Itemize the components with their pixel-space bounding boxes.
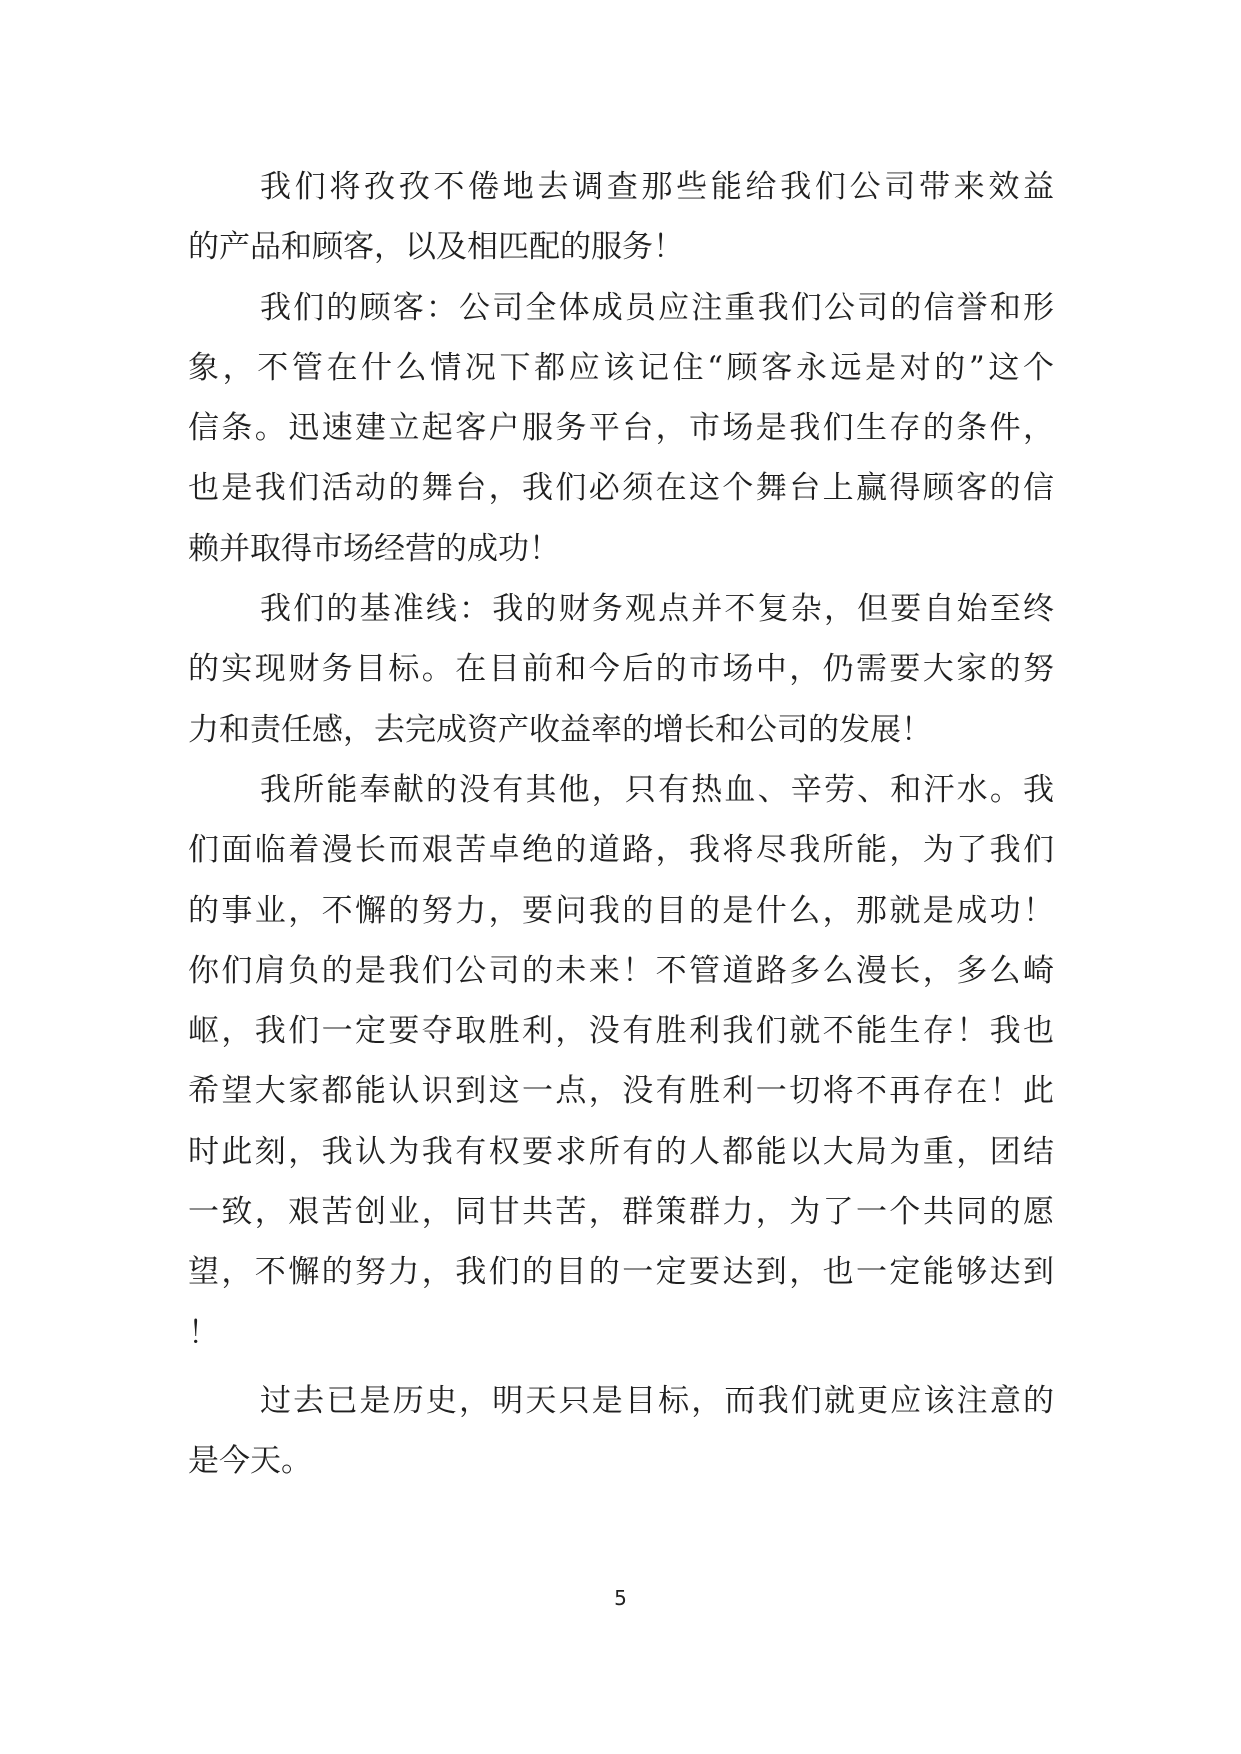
text-line: 力和责任感，去完成资产收益率的增长和公司的发展！ <box>188 711 932 748</box>
text-line: 的实现财务目标。在目前和今后的市场中，仍需要大家的努 <box>188 651 1054 688</box>
text-line: 过去已是历史，明天只是目标，而我们就更应该注意的 <box>260 1382 1054 1419</box>
text-line: 你们肩负的是我们公司的未来！不管道路多么漫长，多么崎 <box>188 952 1054 989</box>
text-line: 象，不管在什么情况下都应该记住“顾客永远是对的”这个 <box>188 349 1054 386</box>
text-line: 是今天。 <box>188 1443 312 1480</box>
paragraph <box>188 579 1054 760</box>
text-line: 岖，我们一定要夺取胜利，没有胜利我们就不能生存！我也 <box>188 1013 1054 1050</box>
paragraph <box>188 1371 1054 1492</box>
document-body <box>188 157 1054 1492</box>
paragraph <box>188 157 1054 278</box>
text-line: 希望大家都能认识到这一点，没有胜利一切将不再存在！此 <box>188 1073 1054 1110</box>
text-line: 望，不懈的努力，我们的目的一定要达到，也一定能够达到 <box>188 1254 1054 1291</box>
text-line: 也是我们活动的舞台，我们必须在这个舞台上赢得顾客的信 <box>188 470 1054 507</box>
text-line: 的事业，不懈的努力，要问我的目的是什么，那就是成功！ <box>188 892 1054 929</box>
text-line: 信条。迅速建立起客户服务平台，市场是我们生存的条件， <box>188 410 1054 447</box>
text-line: 赖并取得市场经营的成功！ <box>188 530 560 567</box>
text-line: 我们的顾客：公司全体成员应注重我们公司的信誉和形 <box>260 289 1054 326</box>
text-line: 时此刻，我认为我有权要求所有的人都能以大局为重，团结 <box>188 1133 1054 1170</box>
paragraph <box>188 760 1054 1363</box>
page-number: 5 <box>614 1586 627 1610</box>
text-line: 一致，艰苦创业，同甘共苦，群策群力，为了一个共同的愿 <box>188 1194 1054 1231</box>
text-line: 我们的基准线：我的财务观点并不复杂，但要自始至终 <box>260 591 1054 628</box>
text-line: 我所能奉献的没有其他，只有热血、辛劳、和汗水。我 <box>260 771 1054 808</box>
text-line: 我们将孜孜不倦地去调查那些能给我们公司带来效益 <box>260 169 1054 205</box>
paragraph-spacer <box>188 1363 1054 1371</box>
text-line: 们面临着漫长而艰苦卓绝的道路，我将尽我所能，为了我们 <box>188 832 1054 869</box>
paragraph <box>188 278 1054 579</box>
text-line: 的产品和顾客，以及相匹配的服务！ <box>188 229 684 266</box>
text-line: ！ <box>188 1314 219 1351</box>
